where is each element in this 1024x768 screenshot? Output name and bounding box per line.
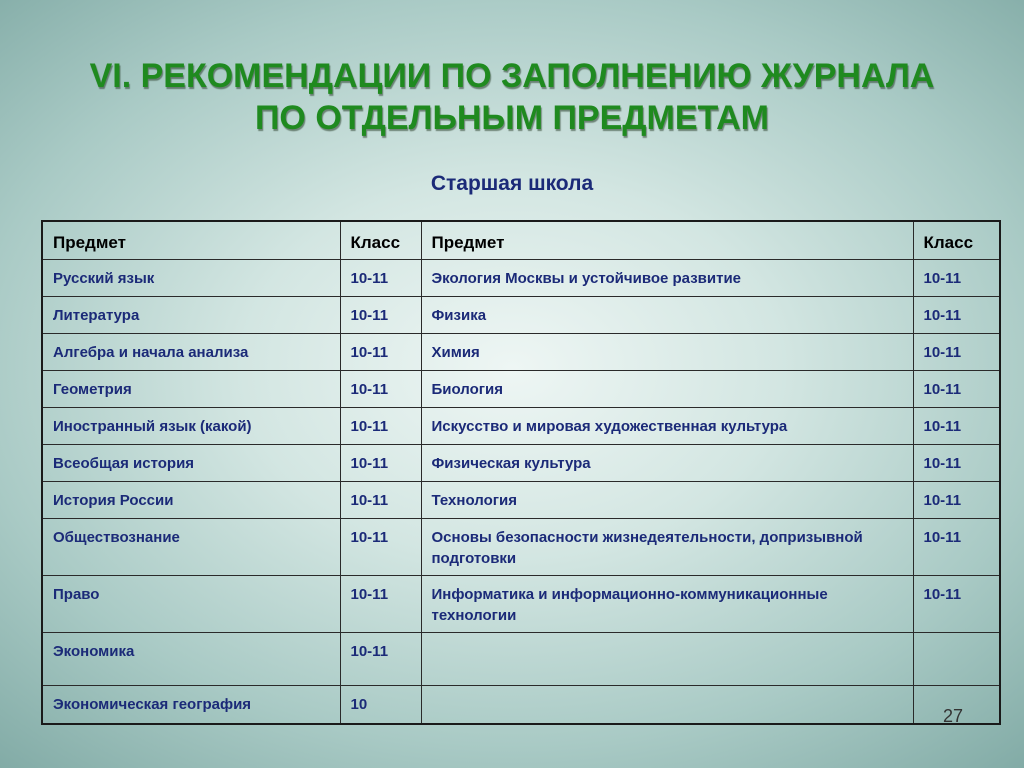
grade-cell: 10-11 xyxy=(340,334,421,371)
grade-cell: 10-11 xyxy=(913,371,1000,408)
grade-cell: 10-11 xyxy=(340,408,421,445)
subject-cell: История России xyxy=(42,482,340,519)
grade-cell: 10-11 xyxy=(340,297,421,334)
subject-cell: Экология Москвы и устойчивое развитие xyxy=(421,260,913,297)
grade-cell: 10-11 xyxy=(340,371,421,408)
grade-cell: 10-11 xyxy=(913,334,1000,371)
table-row xyxy=(42,519,1000,576)
table-row xyxy=(42,633,1000,686)
subject-cell: Информатика и информационно-коммуникационные технологии xyxy=(421,576,913,633)
subject-cell: Алгебра и начала анализа xyxy=(42,334,340,371)
subject-cell: Литература xyxy=(42,297,340,334)
subject-cell: Иностранный язык (какой) xyxy=(42,408,340,445)
table-row xyxy=(42,334,1000,371)
header-subject-right: Предмет xyxy=(421,221,913,260)
grade-cell: 10-11 xyxy=(913,482,1000,519)
table-row xyxy=(42,576,1000,633)
subject-cell: Искусство и мировая художественная культура xyxy=(421,408,913,445)
subject-cell: Обществознание xyxy=(42,519,340,576)
subjects-table xyxy=(41,220,1001,725)
table-row xyxy=(42,482,1000,519)
grade-cell: 10 xyxy=(340,686,421,725)
header-grade-right: Класс xyxy=(913,221,1000,260)
empty-cell xyxy=(421,686,913,725)
grade-cell: 10-11 xyxy=(913,260,1000,297)
header-grade-left: Класс xyxy=(340,221,421,260)
subject-cell: Право xyxy=(42,576,340,633)
table-row xyxy=(42,260,1000,297)
subject-cell: Геометрия xyxy=(42,371,340,408)
subject-cell: Экономика xyxy=(42,633,340,686)
subject-cell: Физическая культура xyxy=(421,445,913,482)
table-row xyxy=(42,371,1000,408)
table-row xyxy=(42,445,1000,482)
subject-cell: Физика xyxy=(421,297,913,334)
subject-cell: Химия xyxy=(421,334,913,371)
subject-cell: Русский язык xyxy=(42,260,340,297)
empty-cell xyxy=(913,633,1000,686)
grade-cell: 10-11 xyxy=(340,260,421,297)
empty-cell xyxy=(421,633,913,686)
subject-cell: Всеобщая история xyxy=(42,445,340,482)
grade-cell: 10-11 xyxy=(913,576,1000,633)
grade-cell: 10-11 xyxy=(340,576,421,633)
grade-cell: 10-11 xyxy=(340,519,421,576)
page-number: 27 xyxy=(942,706,964,726)
slide-title-line-1: VI. РЕКОМЕНДАЦИИ ПО ЗАПОЛНЕНИЮ ЖУРНАЛА xyxy=(89,57,935,95)
header-subject-left: Предмет xyxy=(42,221,340,260)
slide-title-line-2: ПО ОТДЕЛЬНЫМ ПРЕДМЕТАМ xyxy=(254,99,770,137)
grade-cell: 10-11 xyxy=(340,633,421,686)
grade-cell: 10-11 xyxy=(340,482,421,519)
table-header-row xyxy=(42,221,1000,260)
subject-cell: Основы безопасности жизнедеятельности, допризывной подготовки xyxy=(421,519,913,576)
slide-title xyxy=(0,55,1024,139)
grade-cell: 10-11 xyxy=(340,445,421,482)
subject-cell: Технология xyxy=(421,482,913,519)
subject-cell: Экономическая география xyxy=(42,686,340,725)
subject-cell: Биология xyxy=(421,371,913,408)
table-row xyxy=(42,408,1000,445)
grade-cell: 10-11 xyxy=(913,408,1000,445)
slide-subtitle: Старшая школа xyxy=(430,172,594,195)
grade-cell: 10-11 xyxy=(913,519,1000,576)
grade-cell: 10-11 xyxy=(913,445,1000,482)
table-row xyxy=(42,297,1000,334)
grade-cell: 10-11 xyxy=(913,297,1000,334)
table-row xyxy=(42,686,1000,725)
